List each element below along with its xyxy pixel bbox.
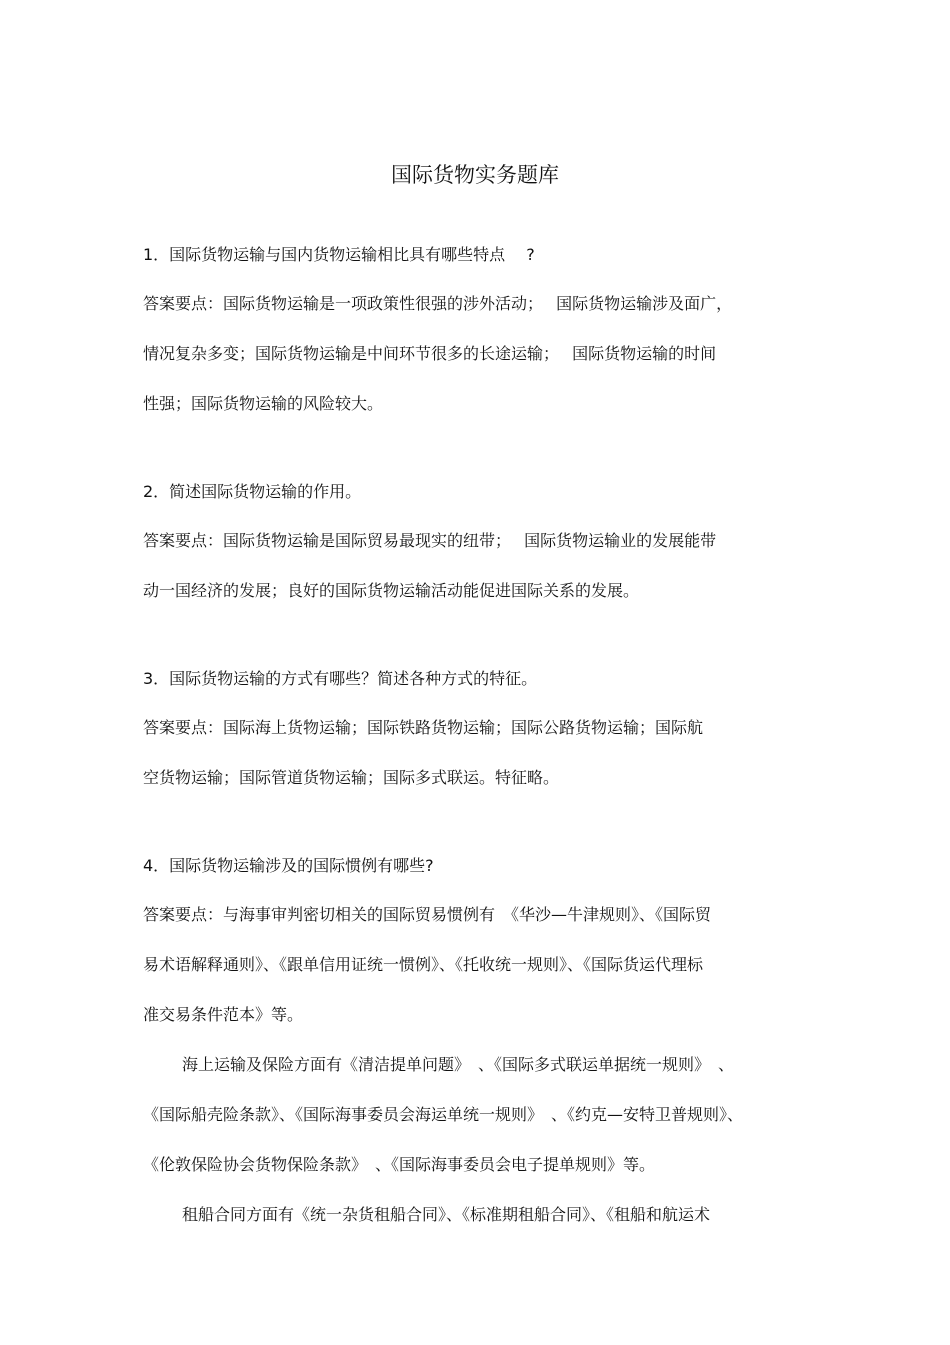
answer-1-line-2: 情况复杂多变；国际货物运输是中间环节很多的长途运输； 国际货物运输的时间 [143, 344, 717, 363]
answer-3-line-1: 答案要点：国际海上货物运输；国际铁路货物运输；国际公路货物运输；国际航 [143, 718, 704, 737]
answer-4-line-3: 准交易条件范本》等。 [143, 1005, 304, 1024]
answer-4-line-5: 《国际船壳险条款》、《国际海事委员会海运单统一规则》 、《约克—安特卫普规则》、 [143, 1105, 744, 1124]
answer-4-line-6: 《伦敦保险协会货物保险条款》 、《国际海事委员会电子提单规则》等。 [143, 1155, 656, 1174]
answer-3-line-2: 空货物运输；国际管道货物运输；国际多式联运。特征略。 [143, 768, 560, 787]
question-4: 4．国际货物运输涉及的国际惯例有哪些? [143, 856, 434, 875]
answer-2-line-2: 动一国经济的发展；良好的国际货物运输活动能促进国际关系的发展。 [143, 581, 640, 600]
question-3: 3．国际货物运输的方式有哪些？简述各种方式的特征。 [143, 669, 538, 688]
answer-2-line-1: 答案要点：国际货物运输是国际贸易最现实的纽带； 国际货物运输业的发展能带 [143, 531, 717, 550]
answer-4-line-1: 答案要点：与海事审判密切相关的国际贸易惯例有 《华沙—牛津规则》、《国际贸 [143, 905, 712, 924]
answer-4-line-4: 海上运输及保险方面有《清洁提单问题》 、《国际多式联运单据统一规则》 、 [182, 1055, 735, 1074]
question-2: 2．简述国际货物运输的作用。 [143, 482, 362, 501]
document-title: 国际货物实务题库 [391, 163, 559, 187]
answer-1-line-1: 答案要点：国际货物运输是一项政策性很强的涉外活动； 国际货物运输涉及面广， [143, 294, 733, 313]
answer-1-line-3: 性强；国际货物运输的风险较大。 [143, 394, 384, 413]
answer-4-line-2: 易术语解释通则》、《跟单信用证统一惯例》、《托收统一规则》、《国际货运代理标 [143, 955, 704, 974]
question-1: 1．国际货物运输与国内货物运输相比具有哪些特点 ? [143, 245, 535, 264]
answer-4-line-7: 租船合同方面有《统一杂货租船合同》、《标准期租船合同》、《租船和航运术 [182, 1205, 711, 1224]
